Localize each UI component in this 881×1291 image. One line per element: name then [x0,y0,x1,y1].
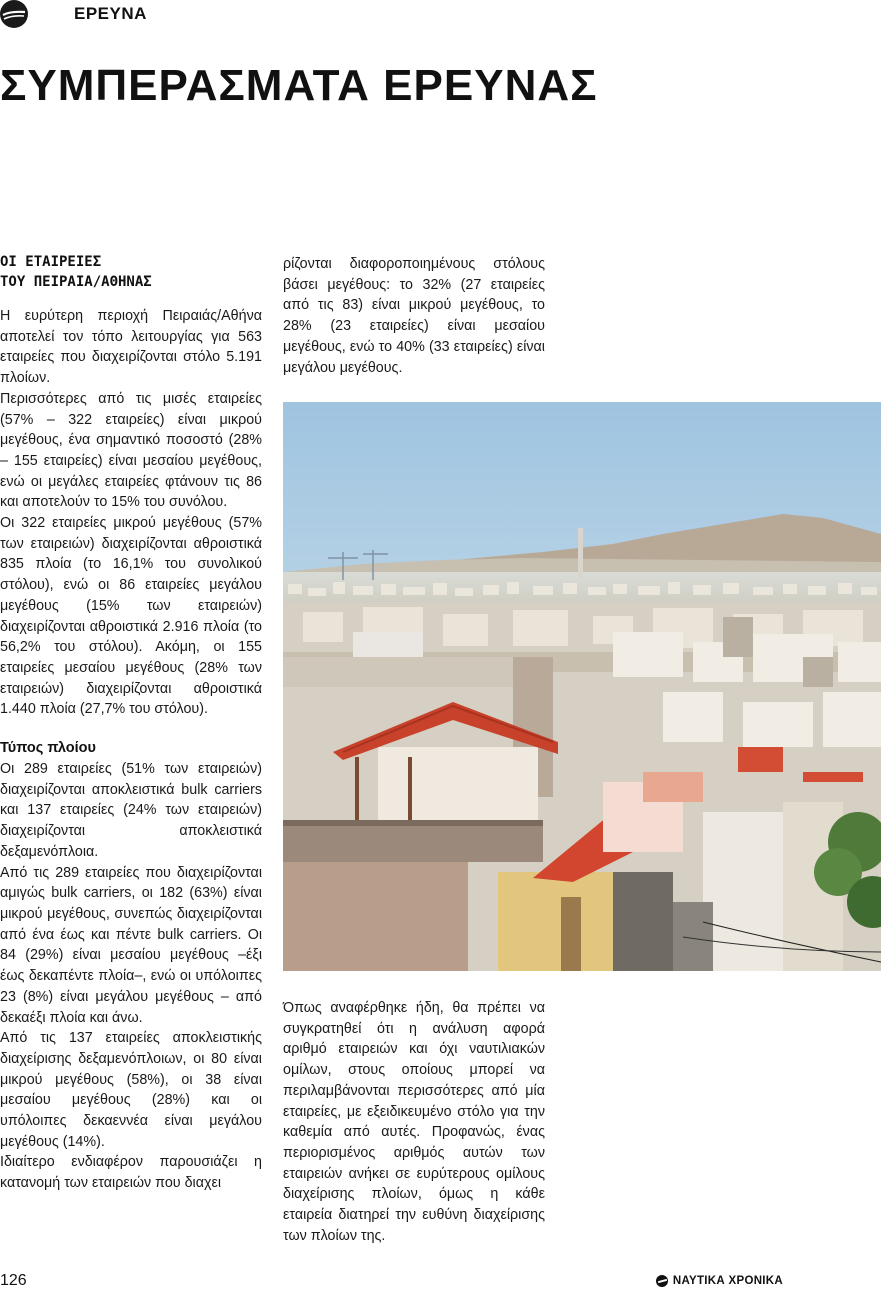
paragraph: Η ευρύτερη περιοχή Πειραιάς/Αθήνα αποτελεί τον τόπο λειτουργίας για 563 εταιρείες που διαχειρίζονται στόλο 5.191 πλοίων. [0,308,262,387]
paragraph: Περισσότερες από τις μισές εταιρείες (57% – 322 εταιρείες) είναι μικρού μεγέθους, ένα σημαντικό ποσοστό (28% – 155 εταιρείες) είναι μεσαίου μεγέθους, ενώ οι μεγάλες εταιρείες φτάνουν τις 86 και αποτελούν το 15% του συνόλου. [0,390,262,511]
athens-cityscape-image [283,402,881,971]
subheading-line-1: ΟΙ ΕΤΑΙΡΕΙΕΣ [0,254,102,270]
page-number: 126 [0,1272,27,1289]
paragraph: Οι 289 εταιρείες (51% των εταιρειών) διαχειρίζονται αποκλειστικά bulk carriers και 137 εταιρείες (24% των εταιρειών) διαχειρίζονται αποκλειστικά δεξαμενόπλοια. [0,761,262,860]
left-column [0,252,262,1194]
page-title: ΣΥΜΠΕΡΑΣΜΑΤΑ ΕΡΕΥΝΑΣ [0,61,598,110]
paragraph: Από τις 137 εταιρείες αποκλειστικής διαχείρισης δεξαμενόπλοιων, οι 80 είναι μικρού μεγέθους (58%), οι 38 είναι μεσαίου μεγέθους (28%) και οι υπόλοιπες δεκαεννέα είναι μεγάλου μεγέθους (14%). [0,1030,262,1150]
paragraph: Ιδιαίτερο ενδιαφέρον παρουσιάζει η κατανομή των εταιρειών που διαχει [0,1154,262,1192]
right-column-top [283,254,545,378]
subheading-companies [0,252,262,292]
ship-wave-logo-icon [0,0,28,28]
paragraph: Οι 322 εταιρείες μικρού μεγέθους (57% των εταιρειών) διαχειρίζονται αθροιστικά 835 πλοία (το 16,1% του συνολικού στόλου), ενώ οι 86 εταιρείες μεγάλου μεγέθους (15% των εταιρειών) διαχειρίζονται αθροιστικά 2.916 πλοία (το 56,2% του στόλου). Ακόμη, οι 155 εταιρείες μεσαίου μεγέθους (28% των εταιρειών) διαχειρίζονται αθροιστικά 1.440 πλοία (27,7% του στόλου). [0,515,262,718]
subheading-ship-type: Τύπος πλοίου [0,740,96,757]
right-column-bottom [283,998,545,1246]
paragraph: Από τις 289 εταιρείες που διαχειρίζονται αμιγώς bulk carriers, οι 182 (63%) είναι μικρού μεγέθους, συνεπώς διαχειρίζονται από ένα έως και πέντε bulk carriers. Οι 84 (29%) είναι μεσαίου μεγέθους –έξι έως δεκαπέντε πλοία–, ενώ οι υπόλοιπες 23 (8%) είναι μεγάλου μεγέθους – από δεκαέξι πλοία και άνω. [0,864,262,1026]
city-photo [283,402,881,971]
section-label: ΕΡΕΥΝΑ [74,4,147,23]
paragraph: Όπως αναφέρθηκε ήδη, θα πρέπει να συγκρατηθεί ότι η ανάλυση αφορά αριθμό εταιρειών και όχι ναυτιλιακών ομίλων, στους οποίους μπορεί να περιλαμβάνονται περισσότερες από μία εταιρείες, με εξειδικευμένο στόλο για την καθεμία από αυτές. Προφανώς, ένας περιορισμένος αριθμός αυτών των εταιρειών ανήκει σε ευρύτερους ομίλους διαχείρισης πλοίων, όμως η κάθε εταιρεία διατηρεί την ευθύνη διαχείρισης των πλοίων της. [283,1000,545,1244]
brand-name: ΝΑΥΤΙΚΑ ΧΡΟΝΙΚΑ [672,1275,783,1287]
footer-brand [656,1275,783,1287]
brand-logo-icon [656,1275,668,1287]
subheading-line-2: ΤΟΥ ΠΕΙΡΑΙΑ/ΑΘΗΝΑΣ [0,274,152,290]
paragraph: ρίζονται διαφοροποιημένους στόλους βάσει μεγέθους: το 32% (27 εταιρείες από τις 83) είναι μικρού μεγέθους, το 28% (23 εταιρείες) είναι μεσαίου μεγέθους, ενώ το 40% (33 εταιρείες) είναι μεγάλου μεγέθους. [283,256,545,376]
